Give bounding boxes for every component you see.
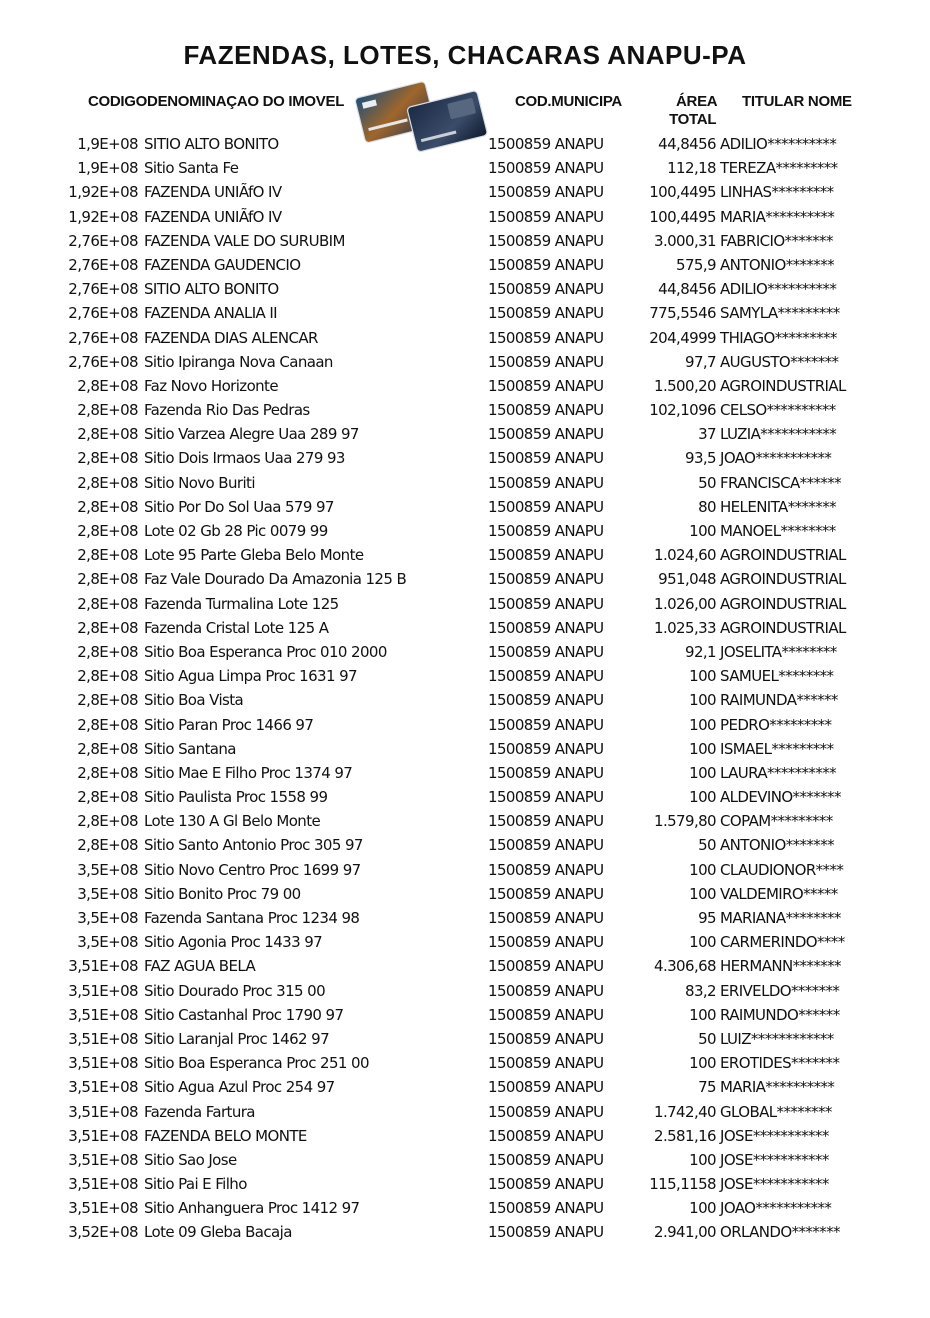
cell-denominacao: Lote 09 Gleba Bacaja bbox=[144, 1223, 292, 1242]
cell-codigo: 2,76E+08 bbox=[68, 304, 138, 323]
cell-cod-municipa: 1500859 ANAPU bbox=[488, 304, 604, 323]
cell-denominacao: Fazenda Santana Proc 1234 98 bbox=[144, 909, 360, 927]
cell-cod-municipa: 1500859 ANAPU bbox=[488, 618, 604, 637]
cell-denominacao: Sitio Agua Limpa Proc 1631 97 bbox=[144, 667, 357, 686]
cell-titular-nome: AGROINDUSTRIAL bbox=[720, 570, 846, 589]
cell-denominacao: FAZENDA GAUDENCIO bbox=[144, 255, 301, 274]
cell-area-total: 1.579,80 bbox=[654, 812, 716, 831]
table-row bbox=[0, 350, 930, 374]
cell-titular-nome: COPAM********* bbox=[720, 812, 833, 831]
cell-codigo: 2,8E+08 bbox=[77, 473, 138, 492]
cell-titular-nome: JOSE*********** bbox=[720, 1126, 829, 1145]
cell-cod-municipa: 1500859 ANAPU bbox=[488, 207, 604, 226]
cell-area-total: 100 bbox=[689, 1054, 716, 1073]
cell-titular-nome: JOAO*********** bbox=[720, 1199, 832, 1218]
cell-area-total: 97,7 bbox=[685, 352, 716, 371]
cell-titular-nome: FRANCISCA****** bbox=[720, 473, 842, 492]
cell-denominacao: SITIO ALTO BONITO bbox=[144, 135, 279, 153]
cell-titular-nome: LAURA********** bbox=[720, 763, 837, 782]
cell-codigo: 2,8E+08 bbox=[77, 594, 138, 613]
table-row bbox=[0, 132, 930, 156]
cell-cod-municipa: 1500859 ANAPU bbox=[488, 860, 604, 879]
cell-cod-municipa: 1500859 ANAPU bbox=[488, 425, 604, 444]
cell-denominacao: Sitio Laranjal Proc 1462 97 bbox=[144, 1029, 330, 1048]
cell-cod-municipa: 1500859 ANAPU bbox=[488, 546, 604, 565]
cell-denominacao: FAZ AGUA BELA bbox=[144, 957, 256, 976]
cell-codigo: 3,5E+08 bbox=[77, 860, 138, 879]
cell-titular-nome: JOSE*********** bbox=[720, 1150, 829, 1169]
table-row bbox=[0, 737, 930, 761]
cell-denominacao: Lote 130 A Gl Belo Monte bbox=[144, 812, 321, 831]
table-row bbox=[0, 1196, 930, 1220]
cell-codigo: 2,8E+08 bbox=[77, 788, 138, 807]
cell-titular-nome: HERMANN******* bbox=[720, 957, 841, 976]
cell-titular-nome: ADILIO********** bbox=[720, 280, 837, 299]
cell-titular-nome: AGROINDUSTRIAL bbox=[720, 594, 846, 613]
cell-area-total: 100 bbox=[689, 667, 716, 686]
table-row bbox=[0, 398, 930, 422]
cell-codigo: 2,8E+08 bbox=[77, 739, 138, 758]
cell-codigo: 3,51E+08 bbox=[68, 1102, 138, 1121]
cell-titular-nome: CELSO********** bbox=[720, 401, 836, 420]
cell-titular-nome: LUZIA*********** bbox=[720, 425, 837, 444]
table-row bbox=[0, 495, 930, 519]
cell-cod-municipa: 1500859 ANAPU bbox=[488, 1150, 604, 1169]
cell-titular-nome: THIAGO********* bbox=[720, 328, 837, 347]
cell-cod-municipa: 1500859 ANAPU bbox=[488, 135, 604, 153]
cell-cod-municipa: 1500859 ANAPU bbox=[488, 328, 604, 347]
cell-denominacao: Sitio Boa Vista bbox=[144, 691, 244, 710]
cell-cod-municipa: 1500859 ANAPU bbox=[488, 1175, 604, 1194]
cell-codigo: 2,8E+08 bbox=[77, 642, 138, 661]
cell-cod-municipa: 1500859 ANAPU bbox=[488, 449, 604, 468]
table-row bbox=[0, 1124, 930, 1148]
table-row bbox=[0, 1100, 930, 1124]
cell-codigo: 2,8E+08 bbox=[77, 497, 138, 516]
cell-area-total: 100 bbox=[689, 691, 716, 710]
cell-titular-nome: FABRICIO******* bbox=[720, 231, 833, 250]
cell-codigo: 2,76E+08 bbox=[68, 231, 138, 250]
cell-cod-municipa: 1500859 ANAPU bbox=[488, 1102, 604, 1121]
cell-area-total: 44,8456 bbox=[658, 135, 716, 153]
cell-titular-nome: ORLANDO******* bbox=[720, 1223, 840, 1242]
cell-titular-nome: SAMUEL******** bbox=[720, 667, 834, 686]
cell-cod-municipa: 1500859 ANAPU bbox=[488, 594, 604, 613]
cell-codigo: 2,8E+08 bbox=[77, 376, 138, 395]
table-row bbox=[0, 567, 930, 591]
cell-titular-nome: RAIMUNDA****** bbox=[720, 691, 838, 710]
cell-denominacao: Sitio Dois Irmaos Uaa 279 93 bbox=[144, 449, 345, 468]
cell-codigo: 2,76E+08 bbox=[68, 328, 138, 347]
cell-cod-municipa: 1500859 ANAPU bbox=[488, 884, 604, 903]
cell-cod-municipa: 1500859 ANAPU bbox=[488, 1223, 604, 1242]
table-row bbox=[0, 906, 930, 930]
cell-cod-municipa: 1500859 ANAPU bbox=[488, 522, 604, 540]
cell-cod-municipa: 1500859 ANAPU bbox=[488, 788, 604, 807]
cell-codigo: 1,9E+08 bbox=[77, 159, 138, 178]
cell-titular-nome: LUIZ************ bbox=[720, 1029, 834, 1048]
cell-cod-municipa: 1500859 ANAPU bbox=[488, 1054, 604, 1073]
cell-cod-municipa: 1500859 ANAPU bbox=[488, 1029, 604, 1048]
cell-cod-municipa: 1500859 ANAPU bbox=[488, 570, 604, 589]
cell-denominacao: Sitio Bonito Proc 79 00 bbox=[144, 884, 301, 903]
cell-area-total: 204,4999 bbox=[649, 328, 716, 347]
cell-codigo: 3,51E+08 bbox=[68, 1150, 138, 1169]
cell-area-total: 100 bbox=[689, 1199, 716, 1218]
table-row bbox=[0, 180, 930, 204]
cell-denominacao: Sitio Dourado Proc 315 00 bbox=[144, 981, 326, 1000]
cell-codigo: 2,8E+08 bbox=[77, 667, 138, 686]
table-row bbox=[0, 809, 930, 833]
cell-area-total: 50 bbox=[698, 836, 716, 855]
table-row bbox=[0, 592, 930, 616]
cell-cod-municipa: 1500859 ANAPU bbox=[488, 1005, 604, 1024]
table-row bbox=[0, 374, 930, 398]
table-row bbox=[0, 761, 930, 785]
cell-denominacao: Sitio Agonia Proc 1433 97 bbox=[144, 933, 323, 952]
table-row bbox=[0, 688, 930, 712]
table-row bbox=[0, 519, 930, 543]
cell-denominacao: Sitio Paulista Proc 1558 99 bbox=[144, 788, 328, 807]
cell-area-total: 112,18 bbox=[667, 159, 716, 178]
cell-area-total: 102,1096 bbox=[649, 401, 716, 420]
cell-titular-nome: MARIANA******** bbox=[720, 909, 841, 927]
table-row bbox=[0, 858, 930, 882]
cell-codigo: 3,51E+08 bbox=[68, 957, 138, 976]
cell-cod-municipa: 1500859 ANAPU bbox=[488, 715, 604, 734]
cell-titular-nome: JOSELITA******** bbox=[720, 642, 837, 661]
table-row bbox=[0, 1075, 930, 1099]
cell-denominacao: Faz Novo Horizonte bbox=[144, 376, 278, 395]
cell-codigo: 2,76E+08 bbox=[68, 255, 138, 274]
cell-cod-municipa: 1500859 ANAPU bbox=[488, 352, 604, 371]
cell-area-total: 100 bbox=[689, 860, 716, 879]
cell-cod-municipa: 1500859 ANAPU bbox=[488, 836, 604, 855]
cell-codigo: 2,8E+08 bbox=[77, 425, 138, 444]
cell-codigo: 3,51E+08 bbox=[68, 1029, 138, 1048]
cell-cod-municipa: 1500859 ANAPU bbox=[488, 957, 604, 976]
cell-area-total: 100,4495 bbox=[649, 207, 716, 226]
cell-titular-nome: LINHAS********* bbox=[720, 183, 834, 202]
cell-cod-municipa: 1500859 ANAPU bbox=[488, 909, 604, 927]
table-row bbox=[0, 471, 930, 495]
cell-area-total: 1.024,60 bbox=[654, 546, 716, 565]
cell-denominacao: FAZENDA DIAS ALENCAR bbox=[144, 328, 318, 347]
cell-cod-municipa: 1500859 ANAPU bbox=[488, 1199, 604, 1218]
cell-denominacao: Sitio Castanhal Proc 1790 97 bbox=[144, 1005, 344, 1024]
cell-denominacao: Sitio Santa Fe bbox=[144, 159, 239, 178]
cell-cod-municipa: 1500859 ANAPU bbox=[488, 1078, 604, 1097]
cell-codigo: 2,8E+08 bbox=[77, 691, 138, 710]
cell-titular-nome: SAMYLA********* bbox=[720, 304, 840, 323]
cell-area-total: 100 bbox=[689, 739, 716, 758]
table-row bbox=[0, 785, 930, 809]
cell-titular-nome: MARIA********** bbox=[720, 1078, 835, 1097]
cell-codigo: 3,51E+08 bbox=[68, 1126, 138, 1145]
cell-denominacao: Sitio Por Do Sol Uaa 579 97 bbox=[144, 497, 334, 516]
cell-codigo: 2,8E+08 bbox=[77, 618, 138, 637]
cell-codigo: 3,5E+08 bbox=[77, 933, 138, 952]
cell-titular-nome: ISMAEL********* bbox=[720, 739, 834, 758]
cell-area-total: 50 bbox=[698, 1029, 716, 1048]
cell-codigo: 2,76E+08 bbox=[68, 280, 138, 299]
cell-area-total: 37 bbox=[698, 425, 716, 444]
cell-titular-nome: AUGUSTO******* bbox=[720, 352, 839, 371]
cell-titular-nome: ANTONIO******* bbox=[720, 836, 835, 855]
cell-denominacao: Lote 02 Gb 28 Pic 0079 99 bbox=[144, 522, 328, 540]
cell-area-total: 1.026,00 bbox=[654, 594, 716, 613]
header-total-label: TOTAL bbox=[669, 111, 717, 128]
cell-denominacao: Sitio Ipiranga Nova Canaan bbox=[144, 352, 333, 371]
cell-titular-nome: JOSE*********** bbox=[720, 1175, 829, 1194]
cell-denominacao: Sitio Anhanguera Proc 1412 97 bbox=[144, 1199, 360, 1218]
page-title: FAZENDAS, LOTES, CHACARAS ANAPU-PA bbox=[183, 40, 747, 70]
property-table bbox=[0, 132, 930, 1245]
table-row bbox=[0, 1003, 930, 1027]
cell-codigo: 2,8E+08 bbox=[77, 546, 138, 565]
cell-area-total: 100 bbox=[689, 763, 716, 782]
table-row bbox=[0, 713, 930, 737]
table-row bbox=[0, 930, 930, 954]
cell-titular-nome: AGROINDUSTRIAL bbox=[720, 618, 846, 637]
cell-titular-nome: AGROINDUSTRIAL bbox=[720, 376, 846, 395]
cell-denominacao: Sitio Mae E Filho Proc 1374 97 bbox=[144, 763, 353, 782]
cell-cod-municipa: 1500859 ANAPU bbox=[488, 642, 604, 661]
cell-denominacao: Sitio Boa Esperanca Proc 010 2000 bbox=[144, 642, 387, 661]
table-row bbox=[0, 664, 930, 688]
cell-codigo: 3,51E+08 bbox=[68, 1175, 138, 1194]
cell-area-total: 100 bbox=[689, 522, 716, 540]
cell-denominacao: Sitio Boa Esperanca Proc 251 00 bbox=[144, 1054, 369, 1073]
cell-codigo: 2,8E+08 bbox=[77, 763, 138, 782]
cell-codigo: 3,51E+08 bbox=[68, 1078, 138, 1097]
cell-area-total: 75 bbox=[698, 1078, 716, 1097]
cell-area-total: 4.306,68 bbox=[654, 957, 716, 976]
cell-cod-municipa: 1500859 ANAPU bbox=[488, 255, 604, 274]
cell-area-total: 83,2 bbox=[685, 981, 716, 1000]
cell-cod-municipa: 1500859 ANAPU bbox=[488, 183, 604, 202]
table-row bbox=[0, 205, 930, 229]
cell-codigo: 2,8E+08 bbox=[77, 812, 138, 831]
cell-cod-municipa: 1500859 ANAPU bbox=[488, 739, 604, 758]
cell-area-total: 100 bbox=[689, 933, 716, 952]
table-row bbox=[0, 301, 930, 325]
cell-codigo: 2,8E+08 bbox=[77, 449, 138, 468]
table-row bbox=[0, 1172, 930, 1196]
table-row bbox=[0, 882, 930, 906]
cell-denominacao: FAZENDA ANALIA II bbox=[144, 304, 278, 323]
header-titular-nome: TITULAR NOME bbox=[742, 93, 852, 110]
cell-denominacao: Faz Vale Dourado Da Amazonia 125 B bbox=[144, 570, 407, 589]
cell-cod-municipa: 1500859 ANAPU bbox=[488, 159, 604, 178]
cell-area-total: 575,9 bbox=[676, 255, 716, 274]
table-row bbox=[0, 229, 930, 253]
cell-cod-municipa: 1500859 ANAPU bbox=[488, 231, 604, 250]
cell-titular-nome: HELENITA******* bbox=[720, 497, 836, 516]
cell-cod-municipa: 1500859 ANAPU bbox=[488, 376, 604, 395]
cell-denominacao: FAZENDA BELO MONTE bbox=[144, 1126, 307, 1145]
cell-area-total: 1.500,20 bbox=[654, 376, 716, 395]
cell-codigo: 2,8E+08 bbox=[77, 836, 138, 855]
cell-codigo: 1,9E+08 bbox=[77, 135, 138, 153]
header-cod-municipa: COD.MUNICIPA bbox=[515, 93, 622, 110]
cell-area-total: 100 bbox=[689, 788, 716, 807]
cell-cod-municipa: 1500859 ANAPU bbox=[488, 473, 604, 492]
cell-titular-nome: MANOEL******** bbox=[720, 522, 836, 540]
cell-cod-municipa: 1500859 ANAPU bbox=[488, 1126, 604, 1145]
table-row bbox=[0, 1027, 930, 1051]
cell-area-total: 92,1 bbox=[685, 642, 716, 661]
cell-denominacao: Fazenda Rio Das Pedras bbox=[144, 401, 310, 420]
cell-area-total: 44,8456 bbox=[658, 280, 716, 299]
cell-denominacao: Sitio Novo Centro Proc 1699 97 bbox=[144, 860, 361, 879]
cell-denominacao: Sitio Sao Jose bbox=[144, 1150, 237, 1169]
cell-codigo: 3,5E+08 bbox=[77, 909, 138, 927]
table-row bbox=[0, 253, 930, 277]
cell-cod-municipa: 1500859 ANAPU bbox=[488, 812, 604, 831]
cell-area-total: 93,5 bbox=[685, 449, 716, 468]
cell-codigo: 1,92E+08 bbox=[68, 207, 138, 226]
cell-titular-nome: GLOBAL******** bbox=[720, 1102, 832, 1121]
cell-cod-municipa: 1500859 ANAPU bbox=[488, 981, 604, 1000]
table-row bbox=[0, 543, 930, 567]
cell-denominacao: Sitio Varzea Alegre Uaa 289 97 bbox=[144, 425, 359, 444]
cell-codigo: 1,92E+08 bbox=[68, 183, 138, 202]
cell-titular-nome: TEREZA********* bbox=[720, 159, 838, 178]
table-row bbox=[0, 156, 930, 180]
cell-denominacao: Fazenda Turmalina Lote 125 bbox=[144, 594, 339, 613]
table-row bbox=[0, 422, 930, 446]
cell-denominacao: SITIO ALTO BONITO bbox=[144, 280, 279, 299]
cell-denominacao: Sitio Santo Antonio Proc 305 97 bbox=[144, 836, 363, 855]
cell-cod-municipa: 1500859 ANAPU bbox=[488, 497, 604, 516]
table-row bbox=[0, 979, 930, 1003]
cell-codigo: 3,5E+08 bbox=[77, 884, 138, 903]
table-row bbox=[0, 446, 930, 470]
cell-area-total: 1.742,40 bbox=[654, 1102, 716, 1121]
cell-titular-nome: PEDRO********* bbox=[720, 715, 832, 734]
cell-titular-nome: JOAO*********** bbox=[720, 449, 832, 468]
table-row bbox=[0, 640, 930, 664]
header-area-label: ÁREA bbox=[676, 93, 718, 110]
cell-codigo: 2,76E+08 bbox=[68, 352, 138, 371]
cell-codigo: 2,8E+08 bbox=[77, 715, 138, 734]
cell-cod-municipa: 1500859 ANAPU bbox=[488, 933, 604, 952]
cell-titular-nome: MARIA********** bbox=[720, 207, 835, 226]
cell-titular-nome: ERIVELDO******* bbox=[720, 981, 840, 1000]
cell-codigo: 3,51E+08 bbox=[68, 1199, 138, 1218]
header-area-total bbox=[669, 93, 718, 129]
cell-area-total: 951,048 bbox=[658, 570, 716, 589]
cell-codigo: 2,8E+08 bbox=[77, 401, 138, 420]
cell-area-total: 100 bbox=[689, 884, 716, 903]
table-row bbox=[0, 277, 930, 301]
cell-denominacao: Sitio Agua Azul Proc 254 97 bbox=[144, 1078, 335, 1097]
cell-denominacao: FAZENDA UNIÃfO IV bbox=[144, 207, 282, 226]
cell-denominacao: Fazenda Fartura bbox=[144, 1102, 255, 1121]
cell-denominacao: FAZENDA UNIÃfO IV bbox=[144, 183, 282, 202]
cell-denominacao: Sitio Pai E Filho bbox=[144, 1175, 247, 1194]
cell-denominacao: Sitio Paran Proc 1466 97 bbox=[144, 715, 314, 734]
cell-area-total: 50 bbox=[698, 473, 716, 492]
table-row bbox=[0, 954, 930, 978]
cell-area-total: 95 bbox=[698, 909, 716, 927]
cell-titular-nome: AGROINDUSTRIAL bbox=[720, 546, 846, 565]
header-codigo-denominacao: CODIGODENOMINAÇAO DO IMOVEL bbox=[88, 93, 345, 110]
cell-titular-nome: CARMERINDO**** bbox=[720, 933, 845, 952]
cell-titular-nome: EROTIDES******* bbox=[720, 1054, 840, 1073]
cell-area-total: 1.025,33 bbox=[654, 618, 716, 637]
cell-area-total: 3.000,31 bbox=[654, 231, 716, 250]
cell-codigo: 2,8E+08 bbox=[77, 522, 138, 540]
cell-cod-municipa: 1500859 ANAPU bbox=[488, 691, 604, 710]
cell-codigo: 2,8E+08 bbox=[77, 570, 138, 589]
table-row bbox=[0, 326, 930, 350]
table-row bbox=[0, 833, 930, 857]
cell-area-total: 100 bbox=[689, 1150, 716, 1169]
cell-codigo: 3,52E+08 bbox=[68, 1223, 138, 1242]
cell-denominacao: Sitio Santana bbox=[144, 739, 236, 758]
cell-titular-nome: RAIMUNDO****** bbox=[720, 1005, 840, 1024]
cell-codigo: 3,51E+08 bbox=[68, 1005, 138, 1024]
cell-denominacao: Lote 95 Parte Gleba Belo Monte bbox=[144, 546, 364, 565]
cell-cod-municipa: 1500859 ANAPU bbox=[488, 280, 604, 299]
cell-denominacao: FAZENDA VALE DO SURUBIM bbox=[144, 231, 345, 250]
cell-titular-nome: ANTONIO******* bbox=[720, 255, 835, 274]
cell-titular-nome: CLAUDIONOR**** bbox=[720, 860, 844, 879]
cell-cod-municipa: 1500859 ANAPU bbox=[488, 763, 604, 782]
table-row bbox=[0, 1220, 930, 1244]
cell-codigo: 3,51E+08 bbox=[68, 981, 138, 1000]
cell-titular-nome: VALDEMIRO***** bbox=[720, 884, 838, 903]
cell-area-total: 2.581,16 bbox=[654, 1126, 716, 1145]
cell-area-total: 100 bbox=[689, 1005, 716, 1024]
cell-denominacao: Sitio Novo Buriti bbox=[144, 473, 255, 492]
cell-titular-nome: ADILIO********** bbox=[720, 135, 837, 153]
cell-denominacao: Fazenda Cristal Lote 125 A bbox=[144, 618, 329, 637]
cell-area-total: 100 bbox=[689, 715, 716, 734]
cell-area-total: 115,1158 bbox=[649, 1175, 716, 1194]
cell-area-total: 80 bbox=[698, 497, 716, 516]
cell-area-total: 100,4495 bbox=[649, 183, 716, 202]
cell-area-total: 775,5546 bbox=[649, 304, 716, 323]
table-row bbox=[0, 616, 930, 640]
cell-cod-municipa: 1500859 ANAPU bbox=[488, 401, 604, 420]
table-row bbox=[0, 1148, 930, 1172]
cell-codigo: 3,51E+08 bbox=[68, 1054, 138, 1073]
cell-area-total: 2.941,00 bbox=[654, 1223, 716, 1242]
cell-cod-municipa: 1500859 ANAPU bbox=[488, 667, 604, 686]
cell-titular-nome: ALDEVINO******* bbox=[720, 788, 841, 807]
table-row bbox=[0, 1051, 930, 1075]
